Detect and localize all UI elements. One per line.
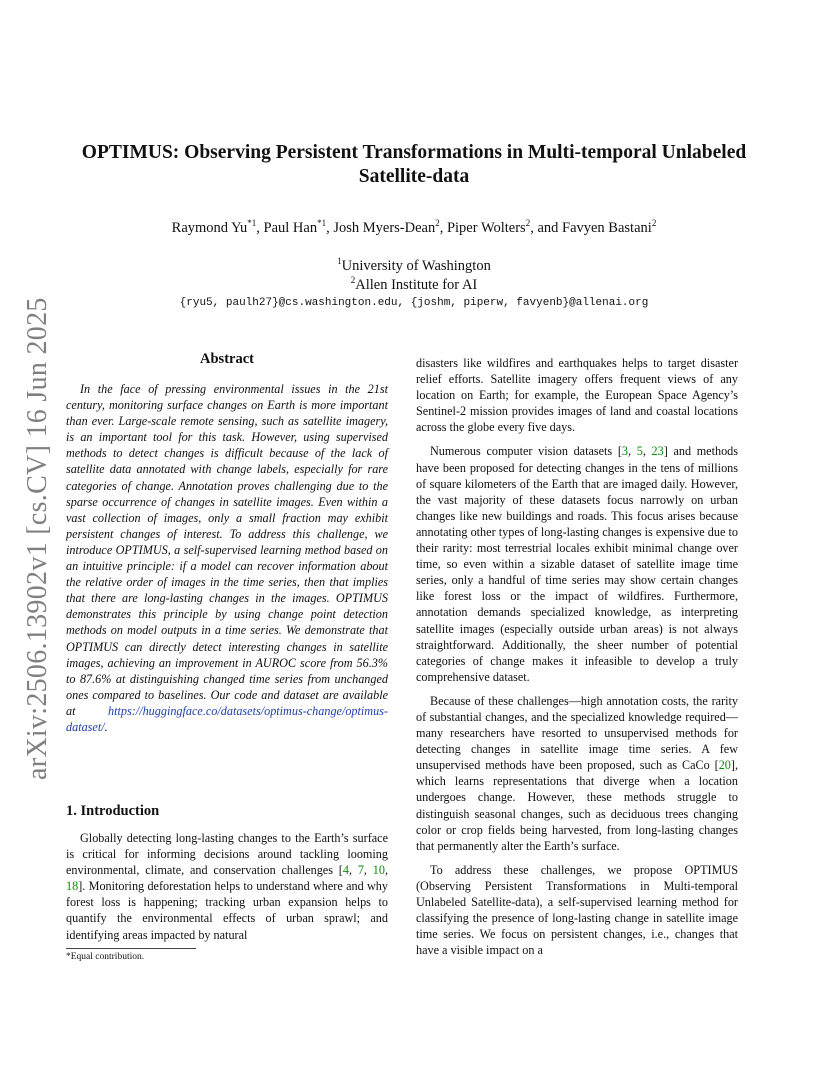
author-name: Josh Myers-Dean	[333, 219, 436, 236]
paragraph-text: ], which learns representations that diverge when a location undergoes change. However, these methods struggle to distinguish seasonal changes, such as deciduous trees changing color or crop fields being harvested, from long-lasting changes that permanently alter the Earth’s surface.	[416, 758, 738, 853]
author-affil-mark: 2	[651, 218, 657, 228]
footnote-rule	[66, 948, 196, 949]
citation-link[interactable]: 18	[66, 879, 79, 894]
author-affil-mark: *1	[317, 218, 327, 228]
affiliation-2	[60, 275, 768, 294]
affil-mark: 2	[350, 275, 356, 285]
citation-link[interactable]: 7	[357, 863, 364, 878]
title-line-2: Satellite-data	[358, 166, 470, 187]
paragraph-text: ]. Monitoring deforestation helps to understand where and why forest loss is happening; tracking urban expansion helps to quantify the environmental effects of urban sprawl; and identifying areas impacted by natural	[66, 879, 388, 942]
author-emails: {ryu5, paulh27}@cs.washington.edu, {joshm, piperw, favyenb}@allenai.org	[179, 297, 649, 309]
paragraph-text: Because of these challenges—high annotation costs, the rarity of substantial changes, and the specialized knowledge required—many researchers have resorted to unsupervised methods for detecting changes in satellite image time series. A few unsupervised methods have been proposed, such as CaCo [	[416, 693, 738, 773]
citation-link[interactable]: 4	[342, 863, 349, 878]
body-paragraph: Numerous computer vision datasets [3, 5, 23] and methods have been proposed for detecting changes in the tens of millions of square kilometers of the Earth that are imaged daily. However, the vast majority of these datasets focus narrowly on urban changes like new buildings and roads. This focus arises because annotating other types of long-lasting changes is expensive due to their rarity: most terrestrial locales exhibit minimal change over time, so even within a sizable dataset of satellite image time series, only a handful of time series may show certain changes like forest loss or the impact of wildfires. Furthermore, annotation demands specialized knowledge, as interpreting satellite images (especially outside urban areas) is not always straightforward. Additionally, the sheer number of potential categories of change makes it infeasible to develop a truly comprehensive dataset.	[416, 444, 739, 684]
affiliation-name: University of Washington	[341, 257, 491, 274]
abstract-paragraph	[66, 381, 388, 735]
citation-link[interactable]: 5	[636, 444, 643, 459]
author-name: Raymond Yu	[171, 219, 248, 236]
footnote: *Equal contribution.	[66, 952, 145, 962]
paragraph-text: ] and methods have been proposed for detecting changes in the tens of millions of square kilometers of the Earth that are imaged daily. However, the vast majority of these datasets focus narrowly on urban changes like new buildings and roads. This focus arises because annotating other types of long-lasting changes is expensive due to their rarity: most terrestrial locales exhibit minimal change over time, so even within a sizable dataset of satellite image time series, only a handful of time series may show certain changes like forest loss or the impact of wildfires. Furthermore, annotation demands specialized knowledge, as interpreting satellite images (especially outside urban areas) is not always straightforward. Additionally, the sheer number of potential categories of change makes it infeasible to develop a truly comprehensive dataset.	[416, 444, 739, 684]
title-line-1: OPTIMUS: Observing Persistent Transformations in Multi-temporal Unlabeled	[81, 142, 747, 163]
paragraph-text: Globally detecting long-lasting changes to the Earth’s surface is critical for informing decisions around tackling looming environmental, climate, and conservation challenges [	[66, 831, 388, 878]
body-paragraph	[416, 693, 738, 854]
dataset-link[interactable]: https://huggingface.co/datasets/optimus-change/optimus-dataset/	[66, 703, 388, 734]
body-paragraph: To address these challenges, we propose OPTIMUS (Observing Persistent Transformations in Multi-temporal Unlabeled Satellite-data), a self-supervised learning method for classifying the presence of long-lasting change in satellite image time series. We focus on persistent changes, i.e., changes that have a visible impact on a	[416, 862, 738, 958]
citation-link[interactable]: 10	[372, 863, 385, 878]
author-name: Paul Han	[263, 219, 318, 236]
citation-link[interactable]: 20	[718, 758, 731, 773]
citation-link[interactable]: 23	[651, 444, 664, 459]
right-column	[416, 355, 738, 966]
abstract-text: In the face of pressing environmental issues in the 21st century, monitoring surface changes on Earth is more important than ever. Large-scale remote sensing, such as satellite imagery, is an important tool for this task. However, using supervised methods to detect changes is difficult because of the lack of satellite data annotated with change labels, especially for rare categories of change. Annotation proves challenging due to the sparse occurrence of changes in satellite images. Even within a vast collection of images, only a small fraction may exhibit persistent changes of interest. To address this challenge, we introduce OPTIMUS, a self-supervised learning method based on an intuitive principle: if a model can recover information about the relative order of images in the time series, then that implies that there are long-lasting changes in the images. OPTIMUS demonstrates this principle by using change point detection methods on model outputs in a time series. We demonstrate that OPTIMUS can directly detect interesting changes in satellite images, achieving an improvement in AUROC score from 56.3% to 87.6% at distinguishing changed time series from unchanged ones compared to baselines. Our code and dataset are available at	[66, 382, 388, 718]
body-paragraph: disasters like wildfires and earthquakes helps to target disaster relief efforts. Satellite imagery offers frequent views of any location on Earth; for example, the European Space Agency’s Sentinel-2 mission provides images of land and coastal locations across the globe every five days.	[416, 356, 738, 435]
affiliation-name: Allen Institute for AI	[355, 276, 478, 293]
author-name: Piper Wolters	[446, 219, 526, 236]
author-affil-mark: *1	[247, 218, 257, 228]
abstract-body	[66, 381, 388, 735]
author-list: Raymond Yu$^{*1}$, Paul Han$^{*1}$, Josh Myers-Dean$^2$, Piper Wolters$^2$, and Favyen Bastani$^2$	[171, 218, 657, 236]
arxiv-identifier: arXiv:2506.13902v1 [cs.CV] 16 Jun 2025	[22, 297, 53, 780]
author-name: Favyen Bastani	[562, 219, 652, 236]
abstract-end: .	[104, 719, 108, 734]
author-affil-mark: 2	[435, 218, 440, 228]
abstract-heading: Abstract	[200, 351, 254, 367]
section-heading-introduction: 1. Introduction	[66, 803, 160, 819]
affiliation-1	[60, 256, 768, 275]
citation-link[interactable]: 3	[621, 444, 628, 459]
affil-mark: 1	[337, 256, 342, 266]
paper-title	[60, 141, 768, 189]
paragraph-text: Numerous computer vision datasets [	[430, 444, 622, 459]
author-affil-mark: 2	[525, 218, 531, 228]
intro-paragraph: Globally detecting long-lasting changes to the Earth’s surface is critical for informing decisions around tackling looming environmental, climate, and conservation challenges [4, 7, 10, 18]. Monitoring deforestation helps to understand where and why forest loss is happening; tracking urban expansion helps to quantify the environmental effects of urban sprawl; and identifying areas impacted by natural	[66, 831, 389, 942]
introduction-left-column	[66, 830, 388, 951]
